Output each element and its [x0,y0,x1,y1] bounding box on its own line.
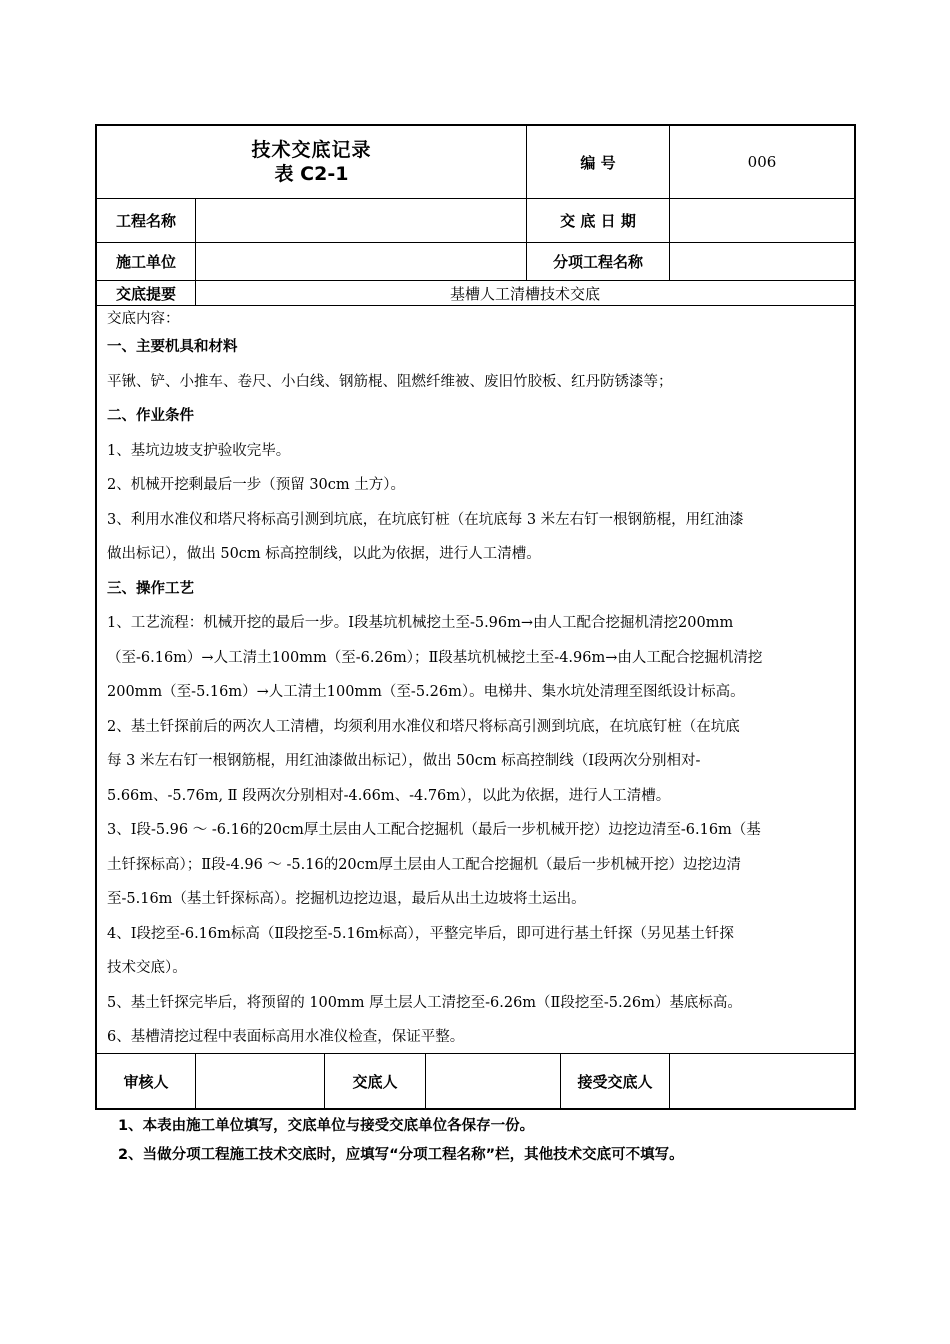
content-line: 一、主要机具和材料 [107,339,238,355]
content-intro: 交底内容： [107,311,180,327]
content-line: 2、基土钎探前后的两次人工清槽，均须利用水准仪和塔尺将标高引测到坑底，在坑底钉桩（在坑底 [107,718,740,735]
content-line: 4、Ⅰ段挖至-6.16m标高（Ⅱ段挖至-5.16m标高），平整完毕后，即可进行基土钎探（另见基土钎探 [107,925,734,942]
content-line: 200mm（至-5.16m）→人工清土100mm（至-5.26m）。电梯井、集水坑处清理至图纸设计标高。 [107,684,745,700]
subproject-field[interactable] [670,243,854,280]
contractor-row [97,243,854,281]
content-line: 1、基坑边坡支护验收完毕。 [107,442,291,459]
summary-value: 基槽人工清槽技术交底 [449,284,600,303]
content-line: 3、Ⅰ段-5.96 ～ -6.16的20cm厚土层由人工配合挖掘机（最后一步机械开挖）边挖边清至-6.16m（基 [107,822,761,838]
content-line: 2、机械开挖剩最后一步（预留 30cm 土方）。 [107,477,406,493]
code-label: 编 号 [527,126,670,198]
footnotes [118,1112,684,1170]
summary-row [97,281,854,306]
reviewer-label: 审核人 [97,1054,196,1108]
content-line: 技术交底）。 [107,960,187,976]
content-line: 3、利用水准仪和塔尺将标高引测到坑底，在坑底钉桩（在坑底每 3 米左右钉一根钢筋棍，用红油漆 [107,511,744,528]
code-value: 006 [747,153,777,171]
date-label: 交 底 日 期 [527,199,670,242]
presenter-label: 交底人 [325,1054,426,1108]
footnote-item: 2、当做分项工程施工技术交底时，应填写“分项工程名称”栏，其他技术交底可不填写。 [118,1147,684,1163]
signature-row [97,1054,854,1108]
disclosure-content [97,306,854,1054]
project-name-field[interactable] [196,199,527,242]
receiver-label: 接受交底人 [561,1054,670,1108]
content-line: 土钎探标高）；Ⅱ段-4.96 ～ -5.16的20cm厚土层由人工配合挖掘机（最后一步机械开挖）边挖边清 [107,856,742,873]
form-title-cell [97,126,527,198]
reviewer-field[interactable] [196,1054,325,1108]
content-line: 做出标记），做出 50cm 标高控制线，以此为依据，进行人工清槽。 [107,546,541,562]
content-line: 5.66m、-5.76m, Ⅱ 段两次分别相对-4.66m、-4.76m），以此为依据，进行人工清槽。 [107,787,671,804]
content-line: 平锹、铲、小推车、卷尺、小白线、钢筋棍、阻燃纤维被、废旧竹胶板、红丹防锈漆等； [107,373,673,390]
summary-label: 交底提要 [97,281,196,305]
receiver-field[interactable] [670,1054,854,1108]
contractor-label: 施工单位 [97,243,196,280]
content-line: 6、基槽清挖过程中表面标高用水准仪检查，保证平整。 [107,1029,465,1045]
contractor-field[interactable] [196,243,527,280]
footnote-item: 1、本表由施工单位填写，交底单位与接受交底单位各保存一份。 [118,1118,535,1134]
date-field[interactable] [670,199,854,242]
content-line: 每 3 米左右钉一根钢筋棍，用红油漆做出标记），做出 50cm 标高控制线（Ⅰ段两次分别相对- [107,753,701,769]
content-line: 5、基土钎探完毕后，将预留的 100mm 厚土层人工清挖至-6.26m（Ⅱ段挖至-5.26m）基底标高。 [107,994,742,1011]
content-line: 1、工艺流程：机械开挖的最后一步。Ⅰ段基坑机械挖土至-5.96m→由人工配合挖掘机清挖200mm [107,615,734,631]
content-line: 至-5.16m（基土钎探标高）。挖掘机边挖边退，最后从出土边坡将土运出。 [107,891,586,907]
content-line: （至-6.16m）→人工清土100mm（至-6.26m）；Ⅱ段基坑机械挖土至-4.96m→由人工配合挖掘机清挖 [107,649,763,666]
form-title: 技术交底记录 [251,139,372,161]
presenter-field[interactable] [426,1054,561,1108]
content-line: 三、操作工艺 [107,580,194,597]
project-row [97,199,854,243]
content-line: 二、作业条件 [107,408,194,424]
form-number: 表 C2-1 [274,163,349,185]
title-row [97,126,854,199]
subproject-label: 分项工程名称 [527,243,670,280]
project-name-label: 工程名称 [97,199,196,242]
disclosure-record-form [95,124,856,1110]
